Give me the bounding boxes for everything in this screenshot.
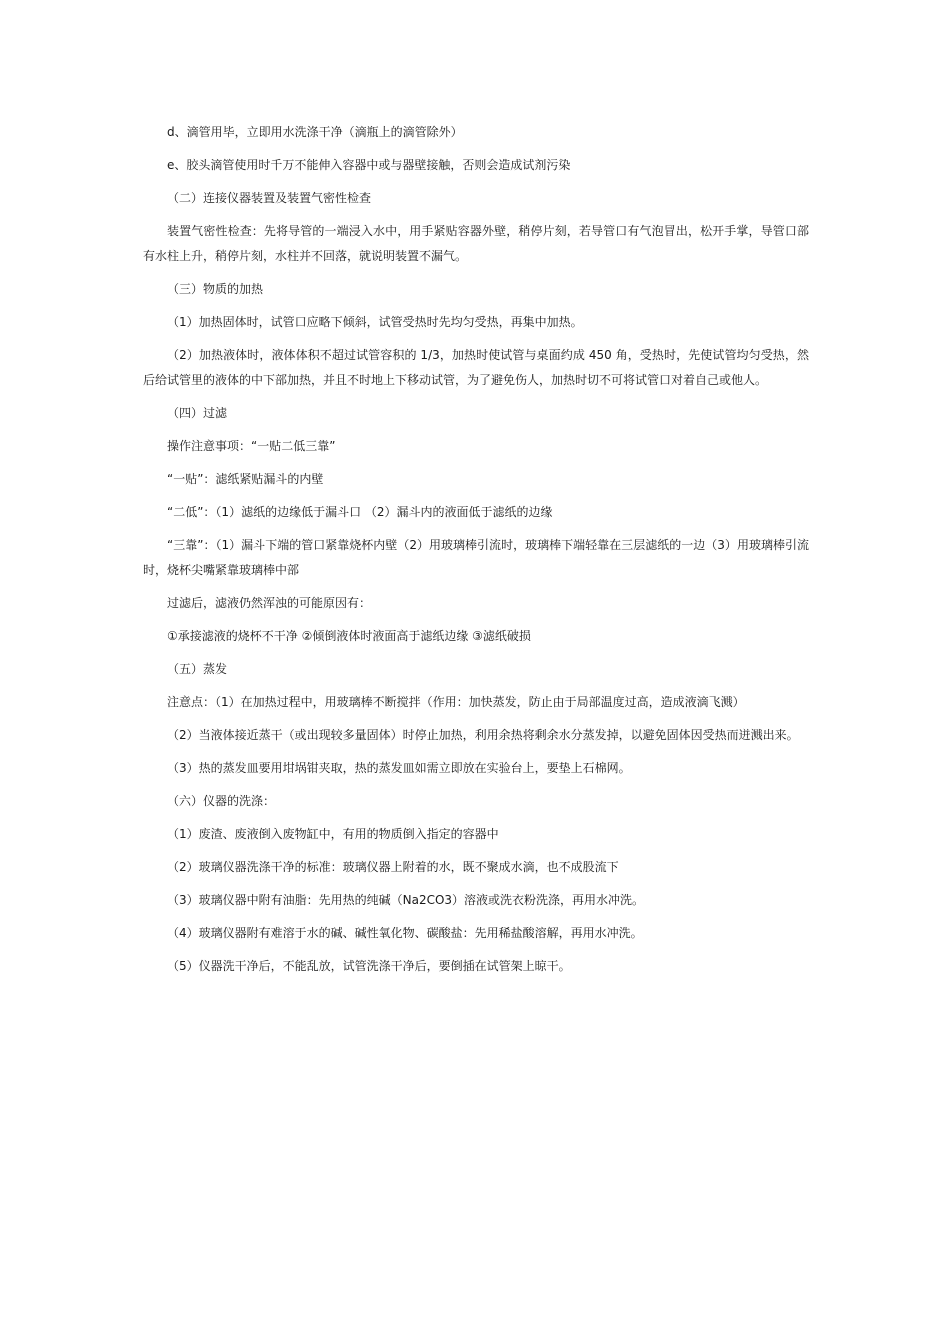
document-body: [143, 120, 809, 987]
paragraph-washing-waste: （1）废渣、废液倒入废物缸中，有用的物质倒入指定的容器中: [167, 827, 499, 841]
paragraph-airtightness-check: 装置气密性检查：先将导管的一端浸入水中，用手紧贴容器外壁，稍停片刻，若导管口有气泡冒出，松开手掌，导管口部有水柱上升，稍停片刻，水柱并不回落，就说明装置不漏气。: [143, 224, 809, 263]
paragraph-two-low: “二低”：（1）滤纸的边缘低于漏斗口 （2）漏斗内的液面低于滤纸的边缘: [167, 505, 553, 519]
paragraph-washing-insoluble: （4）玻璃仪器附有难溶于水的碱、碱性氧化物、碳酸盐：先用稀盐酸溶解，再用水冲洗。: [167, 926, 643, 940]
paragraph-turbid-filtrate: 过滤后，滤液仍然浑浊的可能原因有：: [167, 596, 372, 610]
paragraph-washing-standard: （2）玻璃仪器洗涤干净的标准：玻璃仪器上附着的水，既不聚成水滴，也不成股流下: [167, 860, 619, 874]
paragraph-evaporation-dish: （3）热的蒸发皿要用坩埚钳夹取，热的蒸发皿如需立即放在实验台上，要垫上石棉网。: [167, 761, 631, 775]
paragraph-heating-solid: （1）加热固体时，试管口应略下倾斜，试管受热时先均匀受热，再集中加热。: [167, 315, 583, 329]
section-heading-evaporation: （五）蒸发: [167, 662, 228, 676]
paragraph-evaporation-stirring: 注意点：（1）在加热过程中，用玻璃棒不断搅拌（作用：加快蒸发，防止由于局部温度过高，造成液滴飞溅）: [167, 695, 745, 709]
section-heading-heating: （三）物质的加热: [167, 282, 264, 296]
paragraph-evaporation-stop: （2）当液体接近蒸干（或出现较多量固体）时停止加热，利用余热将剩余水分蒸发掉，以避免固体因受热而迸溅出来。: [167, 728, 799, 742]
paragraph-turbid-reasons: ①承接滤液的烧杯不干净 ②倾倒液体时液面高于滤纸边缘 ③滤纸破损: [167, 629, 531, 643]
section-heading-apparatus: （二）连接仪器装置及装置气密性检查: [167, 191, 372, 205]
paragraph-three-lean: “三靠”：（1）漏斗下端的管口紧靠烧杯内壁（2）用玻璃棒引流时，玻璃棒下端轻靠在三层滤纸的一边（3）用玻璃棒引流时，烧杯尖嘴紧靠玻璃棒中部: [143, 538, 809, 577]
section-heading-filtration: （四）过滤: [167, 406, 228, 420]
section-heading-washing: （六）仪器的洗涤：: [167, 794, 276, 808]
paragraph-dropper-usage: e、胶头滴管使用时千万不能伸入容器中或与器壁接触，否则会造成试剂污染: [167, 158, 571, 172]
paragraph-one-stick: “一贴”：滤纸紧贴漏斗的内壁: [167, 472, 324, 486]
paragraph-washing-storage: （5）仪器洗干净后，不能乱放，试管洗涤干净后，要倒插在试管架上晾干。: [167, 959, 571, 973]
paragraph-filtration-notes: 操作注意事项：“一贴二低三靠”: [167, 439, 336, 453]
paragraph-dropper-cleaning: d、滴管用毕，立即用水洗涤干净（滴瓶上的滴管除外）: [167, 125, 463, 139]
paragraph-heating-liquid: （2）加热液体时，液体体积不超过试管容积的 1/3，加热时使试管与桌面约成 450 角，受热时，先使试管均匀受热，然后给试管里的液体的中下部加热，并且不时地上下移动试管，为了避免伤人，加热时切不可将试管口对着自己或他人。: [143, 348, 809, 387]
paragraph-washing-grease: （3）玻璃仪器中附有油脂：先用热的纯碱（Na2CO3）溶液或洗衣粉洗涤，再用水冲洗。: [167, 893, 645, 907]
